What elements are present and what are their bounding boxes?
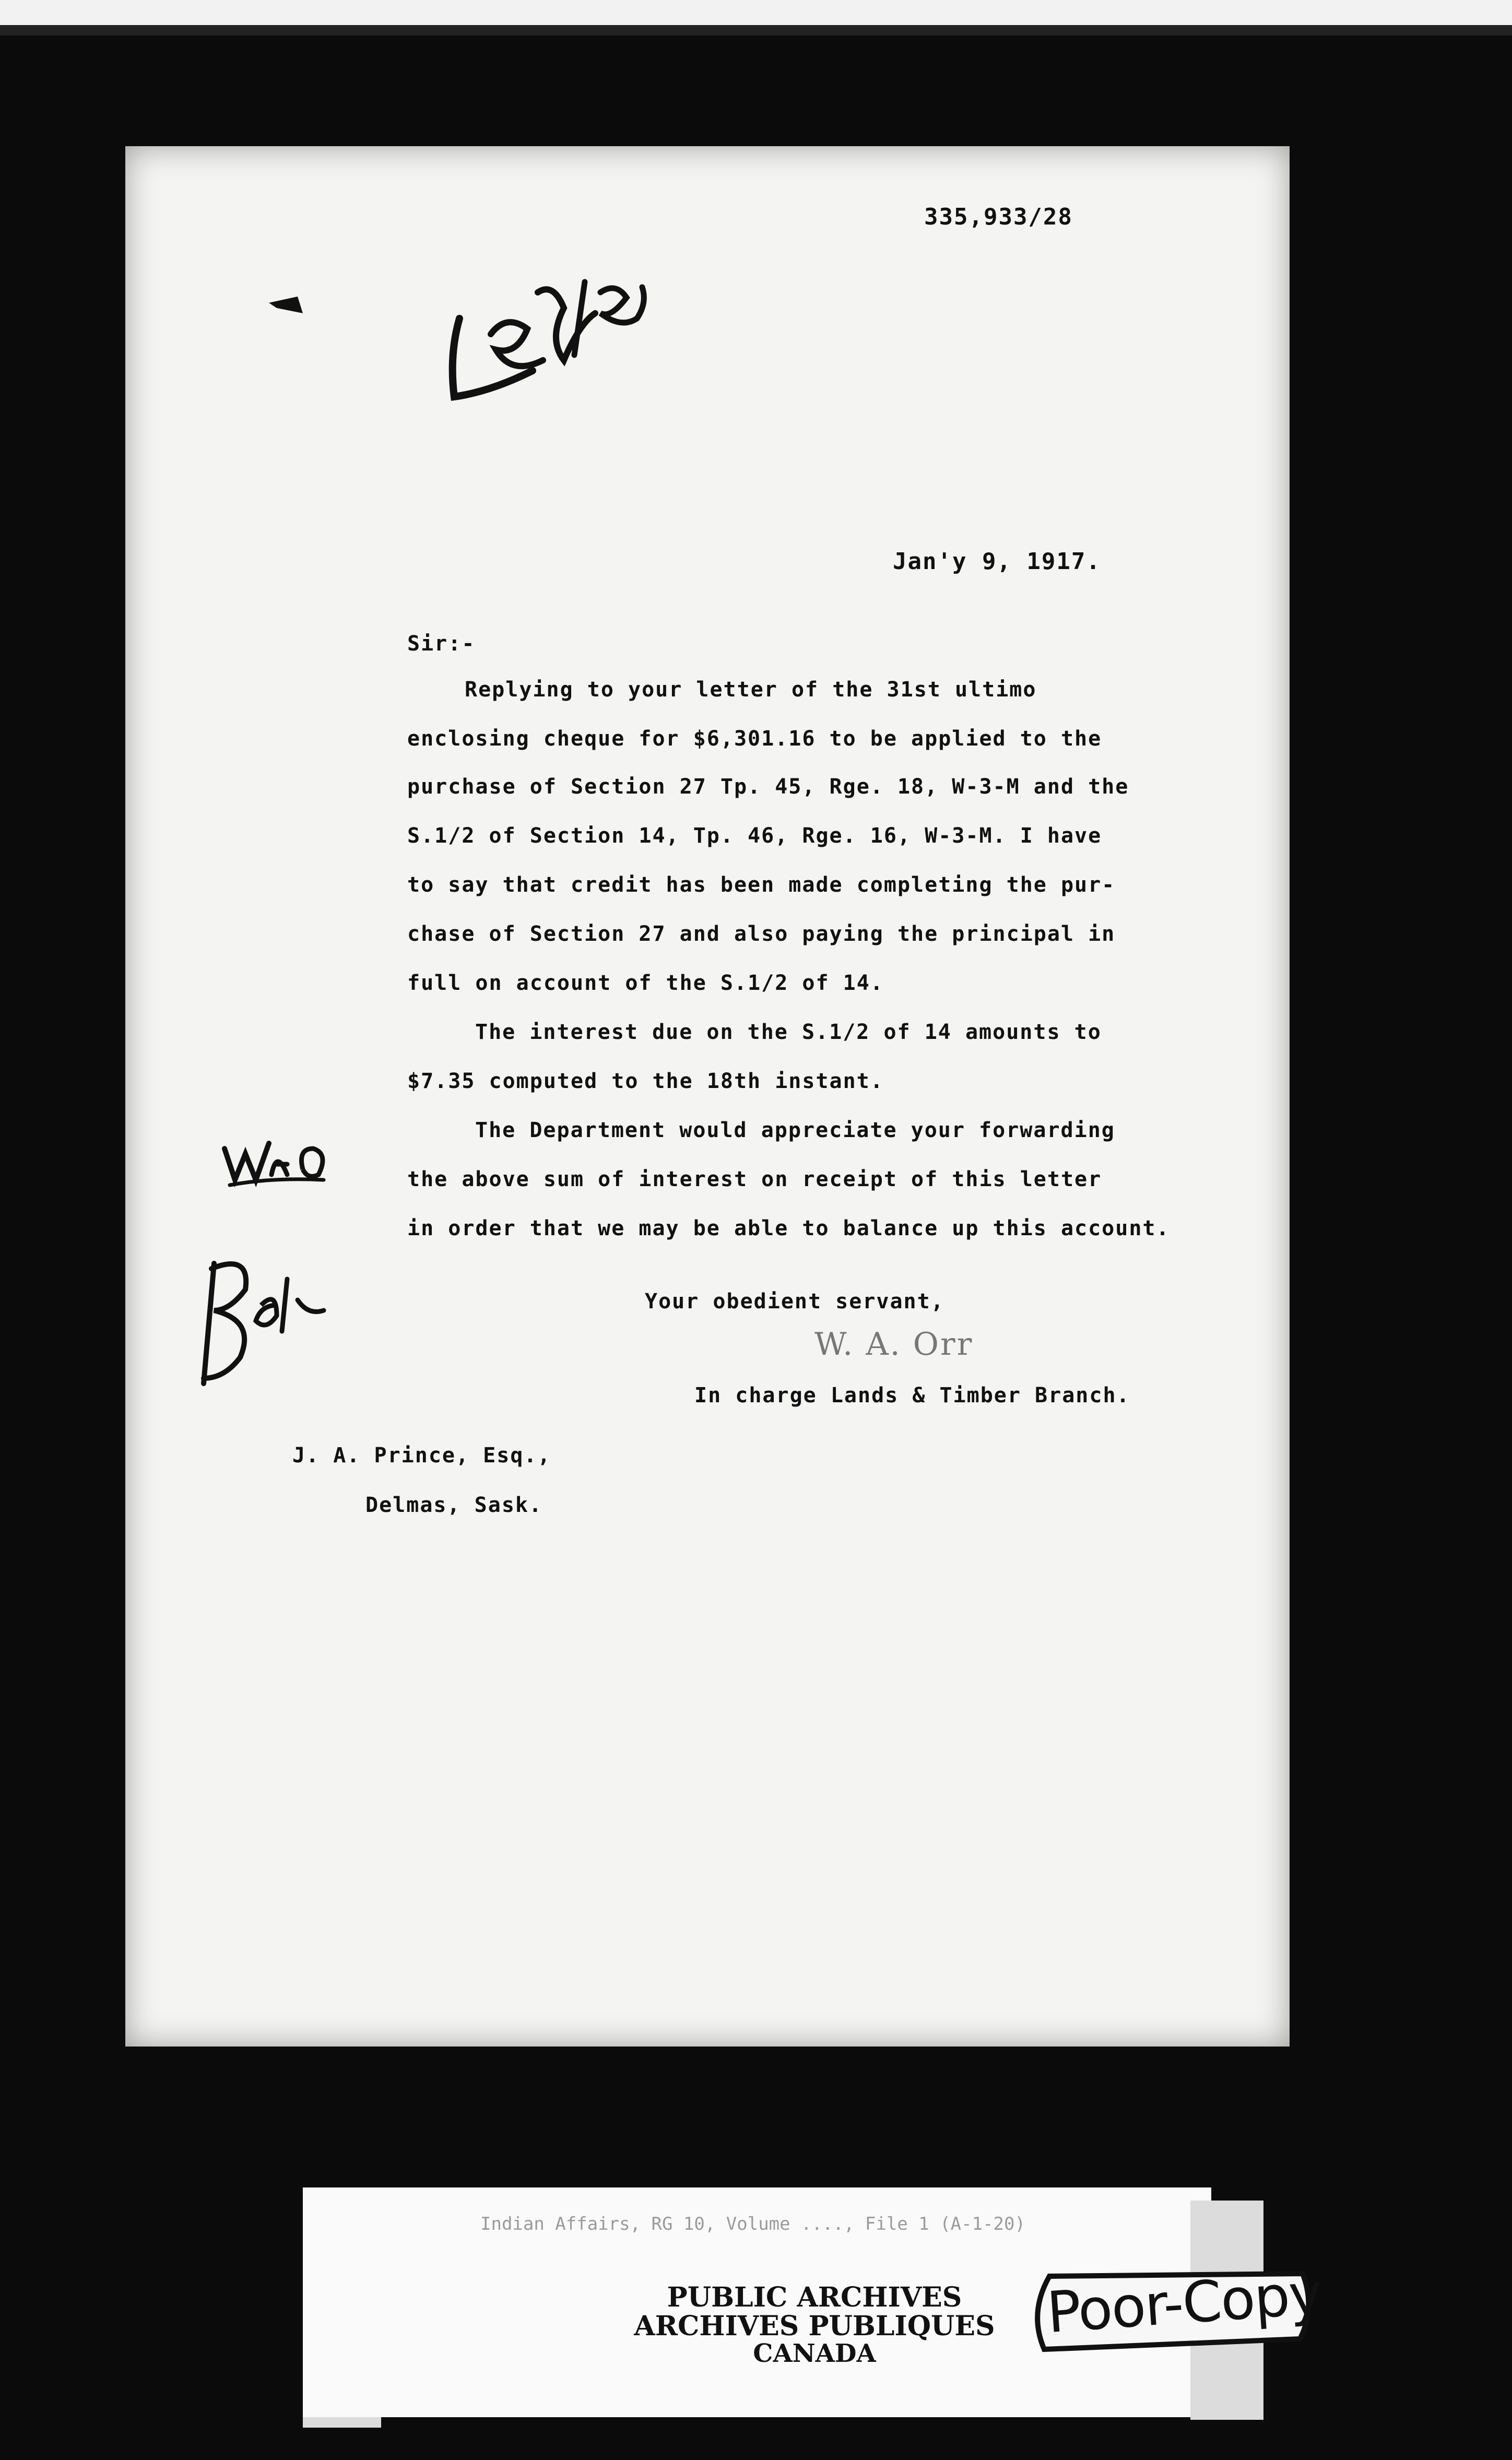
letter-page (125, 146, 1290, 2047)
body-line: the above sum of interest on receipt of this letter (407, 1167, 1102, 1191)
signature-name: W. A. Orr (814, 1326, 974, 1363)
file-reference-number: 335,933/28 (924, 204, 1073, 230)
ink-mark (266, 292, 308, 324)
complimentary-close: Your obedient servant, (645, 1290, 944, 1314)
body-line: in order that we may be able to balance up this account. (407, 1216, 1170, 1240)
addressee-name: J. A. Prince, Esq., (292, 1444, 551, 1468)
handwritten-initials-scrawl (428, 261, 668, 428)
body-line: purchase of Section 27 Tp. 45, Rge. 18, W-3-M and the (407, 775, 1129, 799)
handwritten-wao-initials (219, 1117, 339, 1190)
body-line: The Department would appreciate your forwarding (475, 1118, 1115, 1142)
addressee-place: Delmas, Sask. (365, 1493, 543, 1517)
poor-copy-stamp-text: Poor-Copy (1045, 2261, 1324, 2346)
body-line: The interest due on the S.1/2 of 14 amounts to (475, 1020, 1102, 1044)
salutation: Sir:- (407, 632, 476, 656)
body-line: chase of Section 27 and also paying the principal in (407, 922, 1116, 946)
handwritten-bjl-initials (188, 1243, 334, 1399)
body-line: enclosing cheque for $6,301.16 to be applied to the (407, 727, 1102, 751)
body-line: $7.35 computed to the 18th instant. (407, 1069, 884, 1093)
archives-line-country: CANADA (753, 2339, 876, 2368)
archives-line-english: PUBLIC ARCHIVES (667, 2281, 962, 2313)
film-edge-shadow (0, 25, 1512, 36)
archive-reference-text: Indian Affairs, RG 10, Volume ...., File 1 (A-1-20) (480, 2214, 1025, 2234)
body-line: Replying to your letter of the 31st ultimo (465, 678, 1037, 702)
signer-title: In charge Lands & Timber Branch. (694, 1383, 1130, 1408)
body-line: S.1/2 of Section 14, Tp. 46, Rge. 16, W-3-M. I have (407, 824, 1102, 848)
body-line: to say that credit has been made completing the pur- (407, 873, 1116, 897)
archives-line-french: ARCHIVES PUBLIQUES (634, 2310, 995, 2342)
letter-date: Jan'y 9, 1917. (893, 548, 1101, 575)
body-line: full on account of the S.1/2 of 14. (407, 971, 884, 995)
